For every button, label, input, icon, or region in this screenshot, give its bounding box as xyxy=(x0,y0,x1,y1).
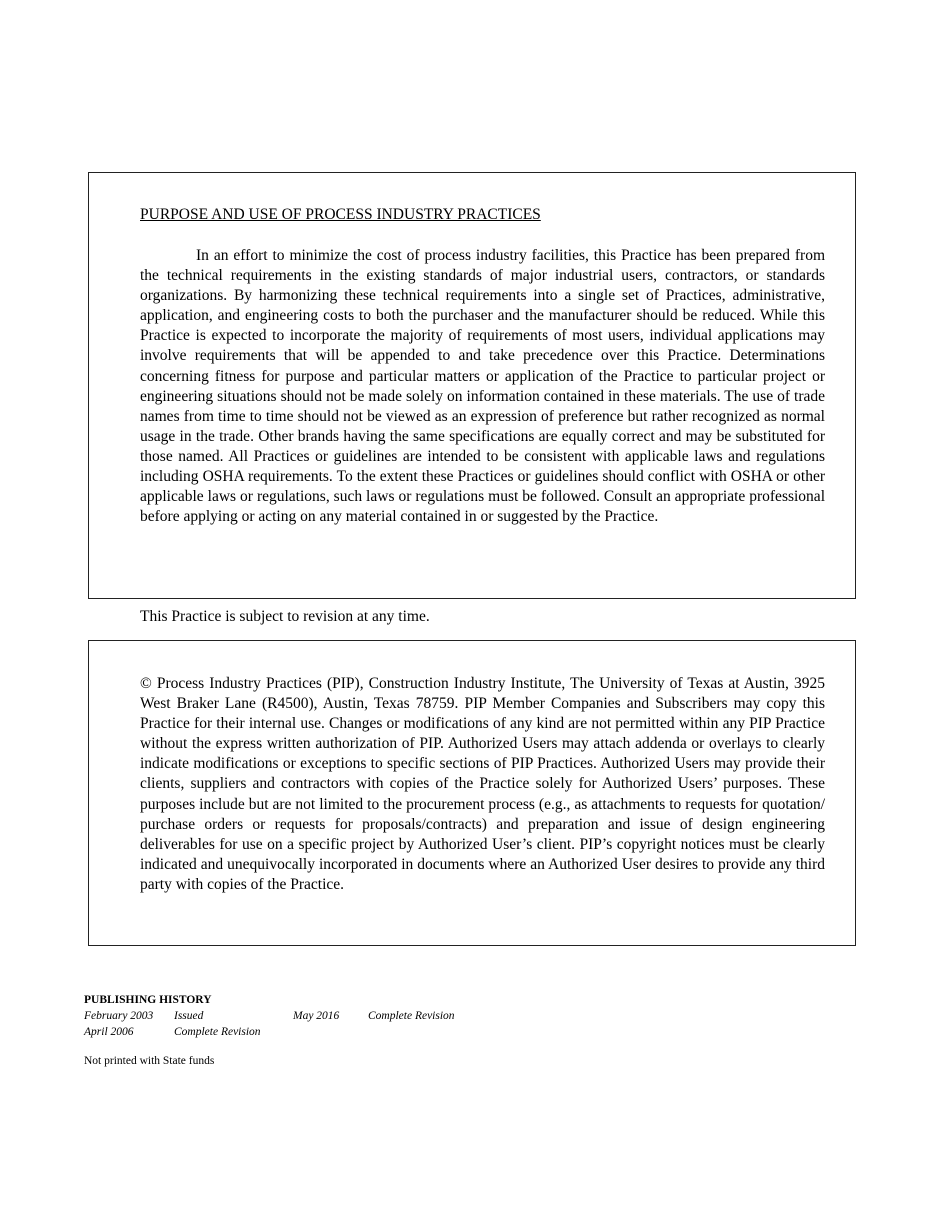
purpose-paragraph: In an effort to minimize the cost of process industry facilities, this Practice has been prepared from the technical requirements in the existing standards of major industrial users, contractors, or standards organizations. By harmonizing these technical requirements into a single set of Practices, administrative, application, and engineering costs to both the purchaser and the manufacturer should be reduced. While this Practice is expected to incorporate the majority of requirements of most users, individual applications may involve requirements that will be appended to and take precedence over this Practice. Determinations concerning fitness for purpose and particular matters or application of the Practice to particular project or engineering situations should not be made solely on information contained in these materials. The use of trade names from time to time should not be viewed as an expression of preference but rather recognized as normal usage in the trade. Other brands having the same specifications are equally correct and may be substituted for those named. All Practices or guidelines are intended to be consistent with applicable laws and regulations including OSHA requirements. To the extent these Practices or guidelines should conflict with OSHA or other applicable laws or regulations, such laws or regulations must be followed. Consult an appropriate professional before applying or acting on any material contained in or suggested by the Practice. xyxy=(140,247,825,526)
history-event: Complete Revision xyxy=(368,1010,455,1022)
history-date: April 2006 xyxy=(84,1026,134,1038)
publishing-history xyxy=(84,992,455,1040)
copyright-box xyxy=(88,640,856,946)
publishing-history-title: PUBLISHING HISTORY xyxy=(84,994,212,1006)
history-date: February 2003 xyxy=(84,1010,154,1022)
history-row xyxy=(84,1024,261,1040)
history-event: Complete Revision xyxy=(174,1026,261,1038)
purpose-heading: PURPOSE AND USE OF PROCESS INDUSTRY PRACTICES xyxy=(140,206,541,223)
history-row xyxy=(84,1008,455,1024)
history-date: May 2016 xyxy=(293,1010,340,1022)
funds-note: Not printed with State funds xyxy=(84,1055,215,1067)
revision-note: This Practice is subject to revision at any time. xyxy=(140,608,430,625)
history-event: Issued xyxy=(174,1010,204,1022)
purpose-box xyxy=(88,172,856,599)
copyright-paragraph: © Process Industry Practices (PIP), Construction Industry Institute, The University of Texas at Austin, 3925 West Braker Lane (R4500), Austin, Texas 78759. PIP Member Companies and Subscribers may copy this Practice for their internal use. Changes or modifications of any kind are not permitted within any PIP Practice without the express written authorization of PIP. Authorized Users may attach addenda or overlays to clearly indicate modifications or exceptions to specific sections of PIP Practices. Authorized Users may provide their clients, suppliers and contractors with copies of the Practice solely for Authorized Users’ purposes. These purposes include but are not limited to the procurement process (e.g., as attachments to requests for quotation/ purchase orders or requests for proposals/contracts) and preparation and issue of design engineering deliverables for use on a specific project by Authorized User’s client. PIP’s copyright notices must be clearly indicated and unequivocally incorporated in documents where an Authorized User desires to provide any third party with copies of the Practice. xyxy=(140,675,825,893)
